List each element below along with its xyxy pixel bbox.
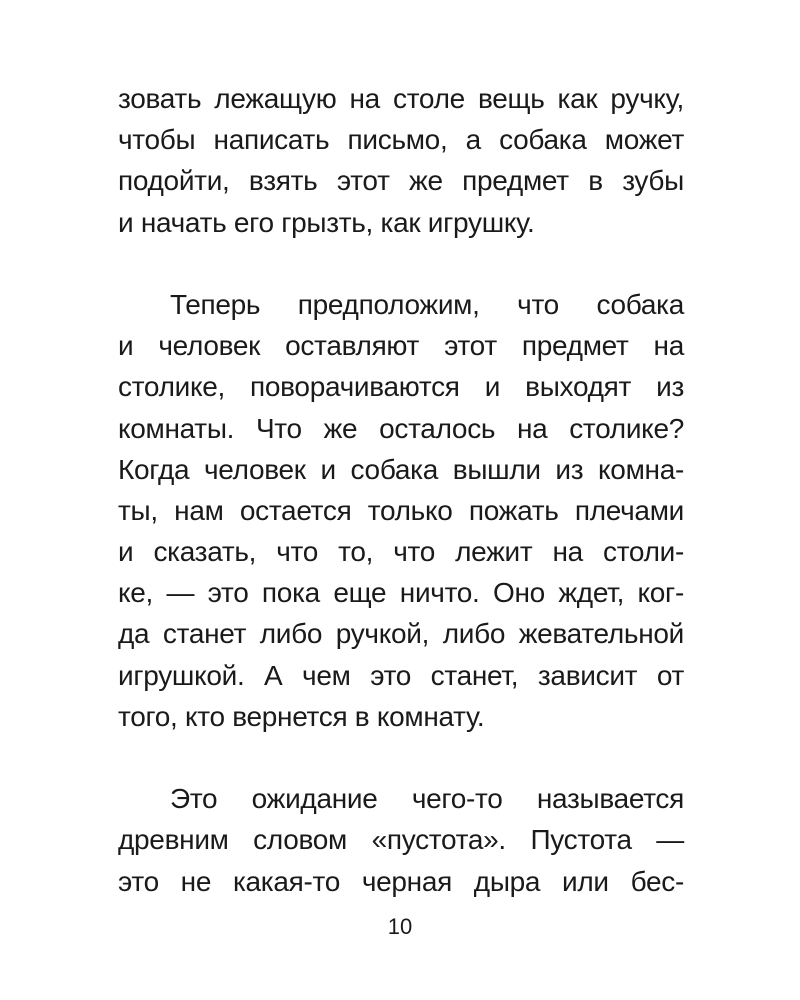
text-line: Когда человек и собака вышли из комна- (118, 453, 684, 485)
text-line: того, кто вернется в комнату. (118, 700, 485, 732)
text-line: Это ожидание чего-то называется (170, 783, 684, 815)
text-line: и сказать, что то, что лежит на столи- (118, 536, 684, 568)
text-line: Теперь предположим, что собака (170, 288, 684, 320)
page-number: 10 (387, 914, 413, 939)
paragraph-spacer (118, 243, 684, 284)
paragraph-spacer (118, 737, 684, 778)
page-body (118, 78, 684, 902)
text-line: чтобы написать письмо, а собака может (118, 124, 684, 156)
text-line: подойти, взять этот же предмет в зубы (118, 165, 684, 197)
text-line: игрушкой. А чем это станет, зависит от (118, 659, 684, 691)
paragraph-1 (118, 78, 684, 243)
text-line: и начать его грызть, как игрушку. (118, 206, 535, 238)
text-line: столике, поворачиваются и выходят из (118, 371, 684, 403)
text-line: ке, — это пока еще ничто. Оно ждет, ког- (118, 577, 684, 609)
text-line: ты, нам остается только пожать плечами (118, 494, 684, 526)
text-line: да станет либо ручкой, либо жевательной (118, 618, 684, 650)
text-line: это не какая-то черная дыра или бес- (118, 865, 684, 897)
text-line: древним словом «пустота». Пустота — (118, 824, 684, 856)
text-line: и человек оставляют этот предмет на (118, 330, 684, 362)
text-line: зовать лежащую на столе вещь как ручку, (118, 83, 684, 114)
paragraph-2 (118, 284, 684, 737)
text-line: комнаты. Что же осталось на столике? (118, 412, 684, 444)
paragraph-3 (118, 778, 684, 902)
